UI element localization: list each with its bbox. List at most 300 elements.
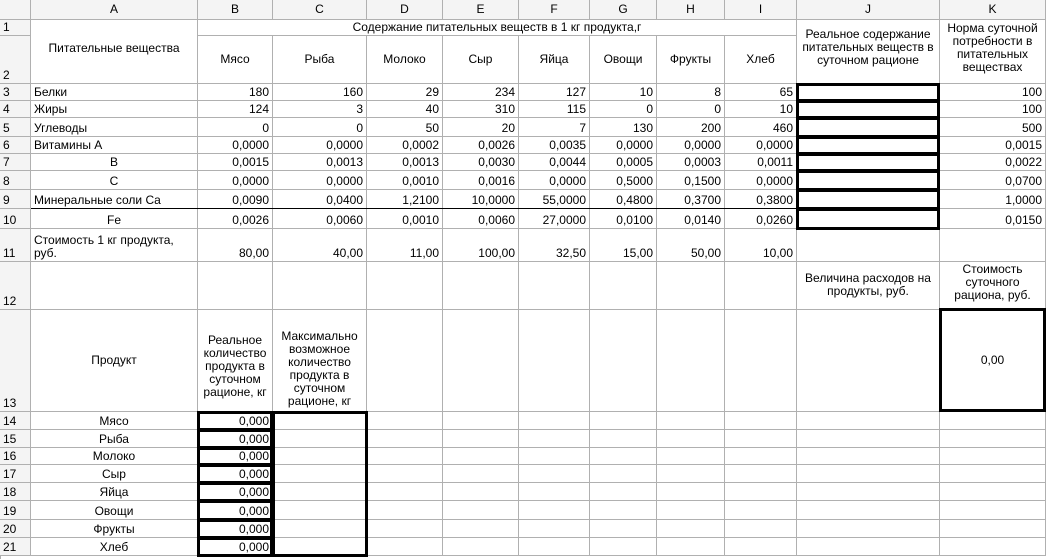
cell-text: 1,2100 (402, 193, 439, 207)
cell-r17-c7[interactable] (590, 465, 657, 483)
cell-text: C (315, 2, 324, 16)
cell-nutrient-value-r7-c5[interactable] (519, 154, 590, 171)
cell-r16-c9[interactable] (725, 448, 797, 465)
cell-cost-value-7[interactable] (657, 229, 725, 262)
cell-r20-c4[interactable] (367, 520, 443, 538)
cell-nutrient-value-r3-c5[interactable] (519, 84, 590, 101)
cell-r15-c8[interactable] (657, 430, 725, 448)
cell-text: G (618, 2, 628, 16)
cell-text: Реальное количество продукта в суточном рационе, кг (203, 333, 267, 399)
cell-r12-c9[interactable] (725, 262, 797, 310)
row-header-3[interactable] (0, 84, 31, 101)
cell-r16-c3[interactable] (273, 448, 367, 465)
cell-real-content-r9[interactable] (797, 190, 940, 209)
cell-real-content-r3[interactable] (797, 84, 940, 101)
cell-r14-c7[interactable] (590, 412, 657, 430)
cell-text: 500 (1021, 121, 1042, 135)
cell-r15-c7[interactable] (590, 430, 657, 448)
cell-product-header-1[interactable] (198, 36, 273, 84)
cell-r20-c5[interactable] (443, 520, 519, 538)
cell-real-qty-header[interactable] (198, 310, 273, 412)
cell-r18-c3[interactable] (273, 483, 367, 501)
cell-r13-c10[interactable] (797, 310, 940, 412)
cell-nutrient-value-r3-c7[interactable] (657, 84, 725, 101)
cell-text: 0 (714, 102, 721, 116)
cell-nutrient-value-r9-c8[interactable] (725, 190, 797, 209)
cell-r19-c9[interactable] (725, 501, 797, 520)
cell-text: 0,0035 (549, 138, 586, 152)
cell-nutrient-value-r6-c3[interactable] (367, 137, 443, 154)
cell-r14-c4[interactable] (367, 412, 443, 430)
row-header-13[interactable] (0, 310, 31, 412)
cell-r12-c4[interactable] (367, 262, 443, 310)
cell-ration-qty-1[interactable] (198, 412, 273, 430)
cell-nutrient-value-r5-c6[interactable] (590, 118, 657, 137)
cell-nutrient-name-7[interactable] (31, 190, 198, 209)
cell-r14-c11[interactable] (940, 412, 1046, 430)
cell-r12-c7[interactable] (590, 262, 657, 310)
cell-r12-c3[interactable] (273, 262, 367, 310)
cell-nutrient-value-r4-c1[interactable] (198, 101, 273, 118)
cell-nutrient-name-5[interactable] (31, 154, 198, 171)
cell-nutrient-value-r10-c3[interactable] (367, 209, 443, 229)
cell-text: 0,0000 (684, 138, 721, 152)
cell-nutrient-value-r7-c7[interactable] (657, 154, 725, 171)
cell-r16-c11[interactable] (940, 448, 1046, 465)
cell-j11[interactable] (797, 229, 940, 262)
cell-cost-value-6[interactable] (590, 229, 657, 262)
cell-r18-c11[interactable] (940, 483, 1046, 501)
cell-norm-r9[interactable] (940, 190, 1046, 209)
cell-r19-c7[interactable] (590, 501, 657, 520)
cell-r21-c7[interactable] (590, 538, 657, 556)
cell-r17-c8[interactable] (657, 465, 725, 483)
cell-r20-c8[interactable] (657, 520, 725, 538)
cell-nutrient-value-r7-c6[interactable] (590, 154, 657, 171)
column-header-f[interactable] (519, 0, 590, 20)
cell-nutrient-value-r8-c3[interactable] (367, 171, 443, 190)
cell-nutrient-value-r10-c1[interactable] (198, 209, 273, 229)
cell-nutrient-value-r7-c2[interactable] (273, 154, 367, 171)
cell-text: C (109, 174, 119, 188)
cell-ration-qty-3[interactable] (198, 448, 273, 465)
cell-r15-c6[interactable] (519, 430, 590, 448)
row-header-9[interactable] (0, 190, 31, 209)
cell-text: F (550, 2, 558, 16)
cell-ration-product-3[interactable] (31, 448, 198, 465)
cell-cost-value-5[interactable] (519, 229, 590, 262)
cell-cost-value-8[interactable] (725, 229, 797, 262)
cell-real-content-r6[interactable] (797, 137, 940, 154)
cell-real-content-r8[interactable] (797, 171, 940, 190)
cell-r18-c8[interactable] (657, 483, 725, 501)
cell-r13-c5[interactable] (443, 310, 519, 412)
cell-nutrient-name-4[interactable] (31, 137, 198, 154)
cell-r14-c5[interactable] (443, 412, 519, 430)
cell-text: 20 (501, 121, 515, 135)
select-all-corner[interactable] (0, 0, 31, 20)
row-header-15[interactable] (0, 430, 31, 448)
cell-nutrient-value-r8-c2[interactable] (273, 171, 367, 190)
cell-norm-r8[interactable] (940, 171, 1046, 190)
cell-nutrient-value-r5-c5[interactable] (519, 118, 590, 137)
row-header-1[interactable] (0, 20, 31, 36)
cell-r13-c6[interactable] (519, 310, 590, 412)
cell-ration-qty-7[interactable] (198, 520, 273, 538)
cell-text: Молоко (383, 52, 426, 66)
cell-r19-c3[interactable] (273, 501, 367, 520)
cell-r19-c5[interactable] (443, 501, 519, 520)
cell-norm-r4[interactable] (940, 101, 1046, 118)
row-header-4[interactable] (0, 101, 31, 118)
cell-ration-qty-2[interactable] (198, 430, 273, 448)
cell-nutrient-value-r4-c7[interactable] (657, 101, 725, 118)
row-header-20[interactable] (0, 520, 31, 538)
cell-cost-label[interactable] (31, 229, 198, 262)
cell-nutrient-value-r4-c3[interactable] (367, 101, 443, 118)
cell-real-content-r5[interactable] (797, 118, 940, 137)
cell-text: 15,00 (622, 246, 653, 260)
column-header-a[interactable] (31, 0, 198, 20)
column-header-b[interactable] (198, 0, 273, 20)
row-header-14[interactable] (0, 412, 31, 430)
cell-r13-c8[interactable] (657, 310, 725, 412)
cell-nutrient-value-r10-c2[interactable] (273, 209, 367, 229)
cell-text: 460 (772, 121, 793, 135)
cell-r15-c3[interactable] (273, 430, 367, 448)
cell-r17-c5[interactable] (443, 465, 519, 483)
cell-ration-product-6[interactable] (31, 501, 198, 520)
cell-ration-product-7[interactable] (31, 520, 198, 538)
cell-r16-c8[interactable] (657, 448, 725, 465)
cell-norm-r6[interactable] (940, 137, 1046, 154)
cell-ration-product-8[interactable] (31, 538, 198, 556)
cell-nutrient-value-r8-c1[interactable] (198, 171, 273, 190)
cell-cost-value-1[interactable] (198, 229, 273, 262)
row-header-18[interactable] (0, 483, 31, 501)
cell-text: Мясо (99, 414, 129, 428)
row-header-10[interactable] (0, 209, 31, 229)
cell-r20-c11[interactable] (940, 520, 1046, 538)
row-header-12[interactable] (0, 262, 31, 310)
cell-j1-real-content-header[interactable] (797, 20, 940, 84)
cell-ration-qty-6[interactable] (198, 501, 273, 520)
cell-nutrient-value-r9-c3[interactable] (367, 190, 443, 209)
cell-text: 0,0016 (478, 174, 515, 188)
cell-ration-cost-label[interactable] (940, 262, 1046, 310)
cell-text: Стоимость 1 кг продукта, руб. (34, 233, 174, 260)
cell-nutrient-value-r6-c1[interactable] (198, 137, 273, 154)
cell-max-qty-header[interactable] (273, 310, 367, 412)
row-header-6[interactable] (0, 137, 31, 154)
cell-r16-c6[interactable] (519, 448, 590, 465)
cell-real-content-r7[interactable] (797, 154, 940, 171)
cell-r13-c7[interactable] (590, 310, 657, 412)
row-header-11[interactable] (0, 229, 31, 262)
cell-text: 0,4800 (616, 193, 653, 207)
cell-r16-c7[interactable] (590, 448, 657, 465)
cell-r19-c10[interactable] (797, 501, 940, 520)
cell-r12-c1[interactable] (31, 262, 198, 310)
cell-r15-c5[interactable] (443, 430, 519, 448)
cell-r21-c6[interactable] (519, 538, 590, 556)
cell-r15-c11[interactable] (940, 430, 1046, 448)
cell-r21-c10[interactable] (797, 538, 940, 556)
column-header-e[interactable] (443, 0, 519, 20)
cell-r19-c8[interactable] (657, 501, 725, 520)
row-header-16[interactable] (0, 448, 31, 465)
cell-ration-qty-4[interactable] (198, 465, 273, 483)
cell-ration-product-4[interactable] (31, 465, 198, 483)
cell-nutrient-value-r5-c1[interactable] (198, 118, 273, 137)
cell-text: Яйца (539, 52, 569, 66)
cell-nutrient-value-r3-c3[interactable] (367, 84, 443, 101)
cell-r13-c9[interactable] (725, 310, 797, 412)
cell-nutrient-value-r9-c7[interactable] (657, 190, 725, 209)
cell-product-header[interactable] (31, 310, 198, 412)
cell-text: 0,1500 (684, 174, 721, 188)
cell-r18-c9[interactable] (725, 483, 797, 501)
cell-text: 18 (3, 485, 17, 499)
cell-expenses-label[interactable] (797, 262, 940, 310)
cell-nutrient-value-r4-c6[interactable] (590, 101, 657, 118)
cell-nutrient-value-r4-c2[interactable] (273, 101, 367, 118)
cell-r17-c3[interactable] (273, 465, 367, 483)
cell-nutrient-value-r6-c5[interactable] (519, 137, 590, 154)
cell-r19-c11[interactable] (940, 501, 1046, 520)
cell-nutrient-value-r5-c3[interactable] (367, 118, 443, 137)
cell-nutrient-value-r10-c7[interactable] (657, 209, 725, 229)
cell-text: 127 (565, 85, 586, 99)
cell-nutrient-value-r10-c4[interactable] (443, 209, 519, 229)
row-header-19[interactable] (0, 501, 31, 520)
cell-nutrient-value-r4-c5[interactable] (519, 101, 590, 118)
cell-text: 10,0000 (471, 193, 515, 207)
column-header-c[interactable] (273, 0, 367, 20)
row-header-5[interactable] (0, 118, 31, 137)
cell-r15-c9[interactable] (725, 430, 797, 448)
cell-r21-c8[interactable] (657, 538, 725, 556)
cell-norm-r5[interactable] (940, 118, 1046, 137)
cell-nutrient-value-r6-c7[interactable] (657, 137, 725, 154)
cell-r20-c7[interactable] (590, 520, 657, 538)
cell-nutrient-value-r3-c6[interactable] (590, 84, 657, 101)
cell-nutrient-value-r6-c8[interactable] (725, 137, 797, 154)
cell-r18-c10[interactable] (797, 483, 940, 501)
cell-r18-c7[interactable] (590, 483, 657, 501)
column-header-i[interactable] (725, 0, 797, 20)
cell-ration-product-5[interactable] (31, 483, 198, 501)
cell-r20-c3[interactable] (273, 520, 367, 538)
cell-b1-content-title[interactable] (198, 20, 797, 36)
cell-r21-c11[interactable] (940, 538, 1046, 556)
cell-r12-c2[interactable] (198, 262, 273, 310)
cell-ration-cost-value[interactable] (940, 310, 1046, 412)
cell-text: 0,000 (238, 414, 269, 428)
cell-r21-c4[interactable] (367, 538, 443, 556)
cell-nutrient-value-r4-c4[interactable] (443, 101, 519, 118)
cell-norm-r3[interactable] (940, 84, 1046, 101)
row-header-2[interactable] (0, 36, 31, 84)
cell-text: 10 (639, 85, 653, 99)
column-header-g[interactable] (590, 0, 657, 20)
cell-nutrient-value-r3-c2[interactable] (273, 84, 367, 101)
row-header-8[interactable] (0, 171, 31, 190)
cell-nutrient-value-r5-c4[interactable] (443, 118, 519, 137)
cell-r18-c5[interactable] (443, 483, 519, 501)
cell-nutrient-value-r9-c4[interactable] (443, 190, 519, 209)
cell-r14-c9[interactable] (725, 412, 797, 430)
cell-text: 0,0000 (756, 174, 793, 188)
cell-nutrient-value-r3-c8[interactable] (725, 84, 797, 101)
cell-r14-c10[interactable] (797, 412, 940, 430)
cell-product-header-7[interactable] (657, 36, 725, 84)
cell-nutrient-value-r6-c4[interactable] (443, 137, 519, 154)
cell-product-header-5[interactable] (519, 36, 590, 84)
cell-ration-qty-5[interactable] (198, 483, 273, 501)
cell-product-header-2[interactable] (273, 36, 367, 84)
cell-r16-c4[interactable] (367, 448, 443, 465)
cell-nutrient-value-r9-c1[interactable] (198, 190, 273, 209)
cell-nutrient-value-r8-c5[interactable] (519, 171, 590, 190)
cell-r16-c10[interactable] (797, 448, 940, 465)
cell-r17-c9[interactable] (725, 465, 797, 483)
cell-product-header-6[interactable] (590, 36, 657, 84)
row-header-21[interactable] (0, 538, 31, 556)
cell-r21-c9[interactable] (725, 538, 797, 556)
cell-cost-value-2[interactable] (273, 229, 367, 262)
cell-nutrient-value-r9-c2[interactable] (273, 190, 367, 209)
cell-text: 0 (262, 121, 269, 135)
cell-nutrient-value-r6-c2[interactable] (273, 137, 367, 154)
cell-nutrient-value-r8-c8[interactable] (725, 171, 797, 190)
cell-r12-c8[interactable] (657, 262, 725, 310)
cell-r20-c6[interactable] (519, 520, 590, 538)
cell-nutrient-value-r7-c8[interactable] (725, 154, 797, 171)
cell-real-content-r10[interactable] (797, 209, 940, 229)
row-header-7[interactable] (0, 154, 31, 171)
cell-ration-product-2[interactable] (31, 430, 198, 448)
cell-k11[interactable] (940, 229, 1046, 262)
cell-text: 0,0026 (478, 138, 515, 152)
cell-nutrient-value-r7-c4[interactable] (443, 154, 519, 171)
cell-nutrient-value-r10-c5[interactable] (519, 209, 590, 229)
cell-nutrient-name-2[interactable] (31, 101, 198, 118)
cell-text: Овощи (94, 504, 134, 518)
cell-text: Яйца (99, 485, 129, 499)
cell-nutrient-value-r9-c6[interactable] (590, 190, 657, 209)
cell-product-header-8[interactable] (725, 36, 797, 84)
cell-r17-c6[interactable] (519, 465, 590, 483)
cell-r18-c6[interactable] (519, 483, 590, 501)
column-header-h[interactable] (657, 0, 725, 20)
cell-text: 40,00 (332, 246, 363, 260)
cell-text: 7 (579, 121, 586, 135)
cell-r20-c9[interactable] (725, 520, 797, 538)
cell-text: 1 (3, 20, 10, 34)
cell-r14-c8[interactable] (657, 412, 725, 430)
cell-nutrient-value-r9-c5[interactable] (519, 190, 590, 209)
cell-nutrient-value-r3-c4[interactable] (443, 84, 519, 101)
row-header-17[interactable] (0, 465, 31, 483)
cell-text: 0,0060 (478, 213, 515, 227)
cell-text: 0,0003 (684, 155, 721, 169)
cell-r21-c5[interactable] (443, 538, 519, 556)
cell-nutrient-value-r5-c8[interactable] (725, 118, 797, 137)
cell-nutrient-value-r5-c2[interactable] (273, 118, 367, 137)
cell-text: 0 (646, 102, 653, 116)
cell-nutrient-value-r4-c8[interactable] (725, 101, 797, 118)
cell-text: 180 (248, 85, 269, 99)
column-header-j[interactable] (797, 0, 940, 20)
cell-nutrient-name-8[interactable] (31, 209, 198, 229)
cell-r12-c6[interactable] (519, 262, 590, 310)
cell-nutrient-value-r3-c1[interactable] (198, 84, 273, 101)
cell-text: 0,0044 (549, 155, 586, 169)
cell-nutrient-value-r5-c7[interactable] (657, 118, 725, 137)
cell-nutrient-name-3[interactable] (31, 118, 198, 137)
cell-r18-c4[interactable] (367, 483, 443, 501)
cell-text: 160 (342, 85, 363, 99)
column-header-d[interactable] (367, 0, 443, 20)
cell-norm-r7[interactable] (940, 154, 1046, 171)
cell-text: Молоко (92, 449, 136, 463)
cell-text: Максимально возможное количество продукта в суточном рационе, кг (281, 329, 358, 408)
cell-r12-c5[interactable] (443, 262, 519, 310)
cell-nutrient-name-6[interactable] (31, 171, 198, 190)
cell-text: 0,0000 (232, 174, 269, 188)
cell-text: 1,0000 (1005, 193, 1042, 207)
cell-nutrient-value-r6-c6[interactable] (590, 137, 657, 154)
cell-r17-c4[interactable] (367, 465, 443, 483)
cell-ration-qty-8[interactable] (198, 538, 273, 556)
cell-r20-c10[interactable] (797, 520, 940, 538)
cell-nutrient-value-r8-c4[interactable] (443, 171, 519, 190)
cell-cost-value-3[interactable] (367, 229, 443, 262)
cell-r17-c11[interactable] (940, 465, 1046, 483)
column-header-k[interactable] (940, 0, 1046, 20)
cell-nutrient-value-r8-c7[interactable] (657, 171, 725, 190)
cell-r17-c10[interactable] (797, 465, 940, 483)
cell-text: 0,0000 (326, 174, 363, 188)
cell-ration-product-1[interactable] (31, 412, 198, 430)
cell-text: 0,0000 (549, 174, 586, 188)
cell-real-content-r4[interactable] (797, 101, 940, 118)
cell-product-header-3[interactable] (367, 36, 443, 84)
cell-text: 65 (779, 85, 793, 99)
cell-nutrient-value-r7-c1[interactable] (198, 154, 273, 171)
cell-r13-c4[interactable] (367, 310, 443, 412)
cell-cost-value-4[interactable] (443, 229, 519, 262)
cell-nutrient-value-r8-c6[interactable] (590, 171, 657, 190)
cell-nutrient-value-r10-c6[interactable] (590, 209, 657, 229)
cell-norm-r10[interactable] (940, 209, 1046, 229)
cell-nutrient-name-1[interactable] (31, 84, 198, 101)
cell-r15-c10[interactable] (797, 430, 940, 448)
cell-r16-c5[interactable] (443, 448, 519, 465)
cell-r15-c4[interactable] (367, 430, 443, 448)
cell-r14-c6[interactable] (519, 412, 590, 430)
cell-k1-daily-norm-header[interactable] (940, 20, 1046, 84)
cell-r19-c6[interactable] (519, 501, 590, 520)
cell-a1-nutrients-title[interactable] (31, 20, 198, 84)
cell-product-header-4[interactable] (443, 36, 519, 84)
cell-r14-c3[interactable] (273, 412, 367, 430)
cell-r19-c4[interactable] (367, 501, 443, 520)
cell-nutrient-value-r7-c3[interactable] (367, 154, 443, 171)
cell-nutrient-value-r10-c8[interactable] (725, 209, 797, 229)
cell-r21-c3[interactable] (273, 538, 367, 556)
